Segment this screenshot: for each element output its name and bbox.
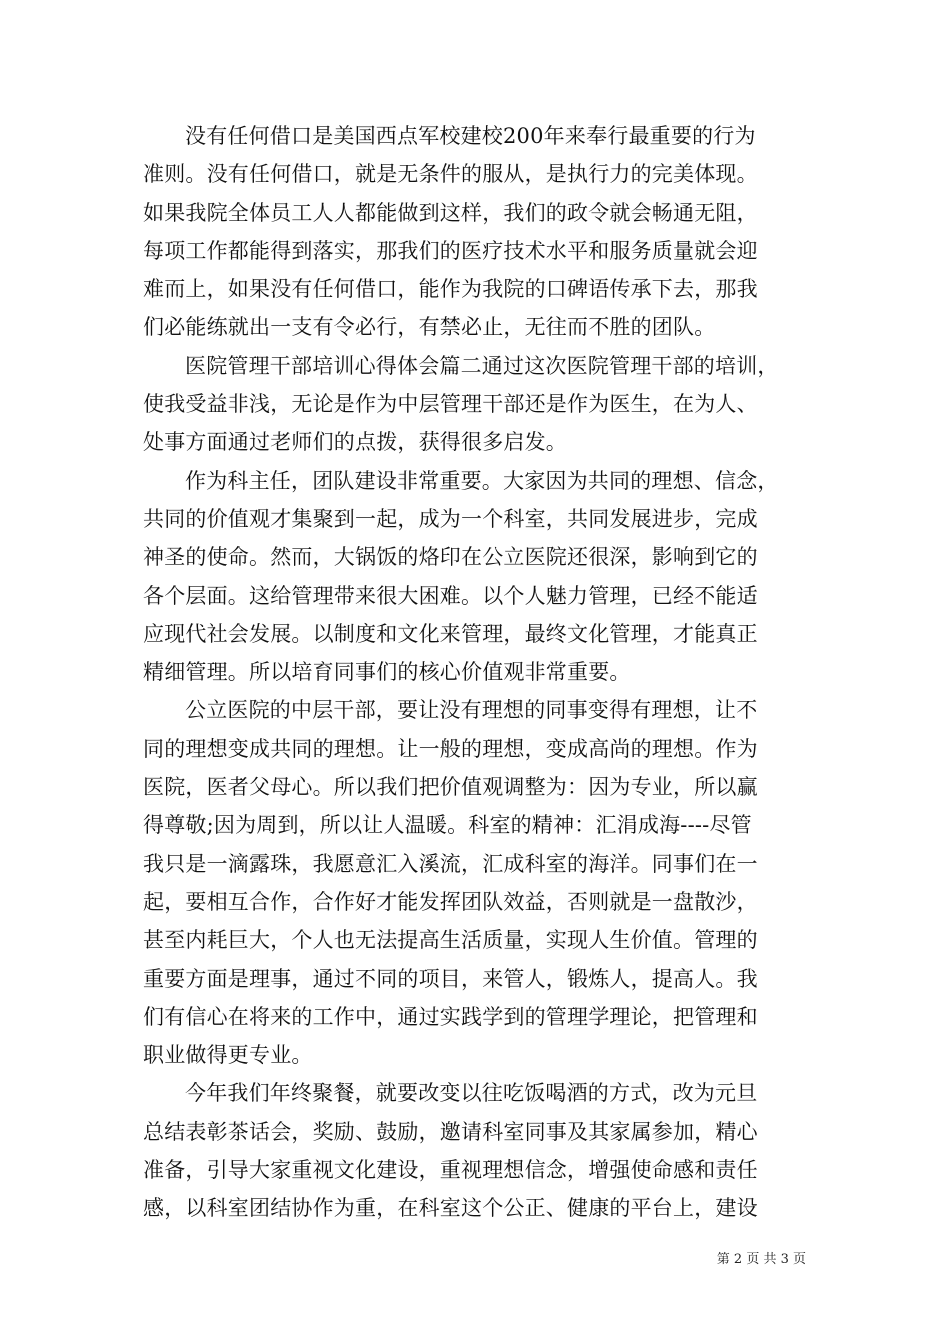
text-line: 没有任何借口是美国西点军校建校200年来奉行最重要的行为 xyxy=(185,124,756,148)
text-line: 同的理想变成共同的理想。让一般的理想，变成高尚的理想。作为 xyxy=(143,736,758,761)
text-line: 今年我们年终聚餐，就要改变以往吃饭喝酒的方式，改为元旦 xyxy=(185,1081,758,1106)
text-line: 难而上，如果没有任何借口，能作为我院的口碑语传承下去，那我 xyxy=(143,277,758,302)
text-line: 我只是一滴露珠，我愿意汇入溪流，汇成科室的海洋。同事们在一 xyxy=(143,851,758,876)
text-line: 如果我院全体员工人人都能做到这样，我们的政令就会畅通无阻， xyxy=(143,200,758,225)
text-line: 甚至内耗巨大，个人也无法提高生活质量，实现人生价值。管理的 xyxy=(143,928,758,953)
text-line: 每项工作都能得到落实，那我们的医疗技术水平和服务质量就会迎 xyxy=(143,238,758,263)
text-line: 共同的价值观才集聚到一起，成为一个科室，共同发展进步，完成 xyxy=(143,506,758,531)
text-line: 们有信心在将来的工作中，通过实践学到的管理学理论，把管理和 xyxy=(143,1004,758,1029)
text-line: 总结表彰茶话会，奖励、鼓励，邀请科室同事及其家属参加，精心 xyxy=(143,1119,758,1144)
text-line: 各个层面。这给管理带来很大困难。以个人魅力管理，已经不能适 xyxy=(143,583,758,608)
text-line: 们必能练就出一支有令必行，有禁必止，无往而不胜的团队。 xyxy=(143,315,716,340)
paragraph xyxy=(143,691,807,1074)
text-line: 医院管理干部培训心得体会篇二通过这次医院管理干部的培训， xyxy=(185,353,779,378)
text-line: 神圣的使命。然而，大锅饭的烙印在公立医院还很深，影响到它的 xyxy=(143,545,758,570)
text-line: 得尊敬;因为周到，所以让人温暖。科室的精神：汇涓成海----尽管 xyxy=(143,813,752,838)
text-line: 起，要相互合作，合作好才能发挥团队效益，否则就是一盘散沙， xyxy=(143,889,758,914)
text-line: 作为科主任，团队建设非常重要。大家因为共同的理想、信念， xyxy=(185,468,779,493)
text-line: 职业做得更专业。 xyxy=(143,1043,313,1068)
text-line: 使我受益非浅，无论是作为中层管理干部还是作为医生，在为人、 xyxy=(143,392,758,417)
paragraph xyxy=(143,1074,807,1227)
text-line: 重要方面是理事，通过不同的项目，来管人，锻炼人，提高人。我 xyxy=(143,966,758,991)
page-number: 第 2 页 共 3 页 xyxy=(716,1252,806,1267)
text-line: 感，以科室团结协作为重，在科室这个公正、健康的平台上，建设 xyxy=(143,1196,758,1221)
text-line: 应现代社会发展。以制度和文化来管理，最终文化管理，才能真正 xyxy=(143,621,758,646)
paragraph xyxy=(143,117,807,347)
text-line: 精细管理。所以培育同事们的核心价值观非常重要。 xyxy=(143,660,631,685)
text-line: 准则。没有任何借口，就是无条件的服从，是执行力的完美体现。 xyxy=(143,162,758,187)
text-line: 处事方面通过老师们的点拨，获得很多启发。 xyxy=(143,430,567,455)
document-body xyxy=(143,117,807,1228)
text-line: 准备，引导大家重视文化建设，重视理想信念，增强使命感和责任 xyxy=(143,1158,758,1183)
paragraph xyxy=(143,462,807,692)
text-line: 公立医院的中层干部，要让没有理想的同事变得有理想，让不 xyxy=(185,698,758,723)
paragraph xyxy=(143,347,807,462)
text-line: 医院，医者父母心。所以我们把价值观调整为：因为专业，所以赢 xyxy=(143,775,758,800)
